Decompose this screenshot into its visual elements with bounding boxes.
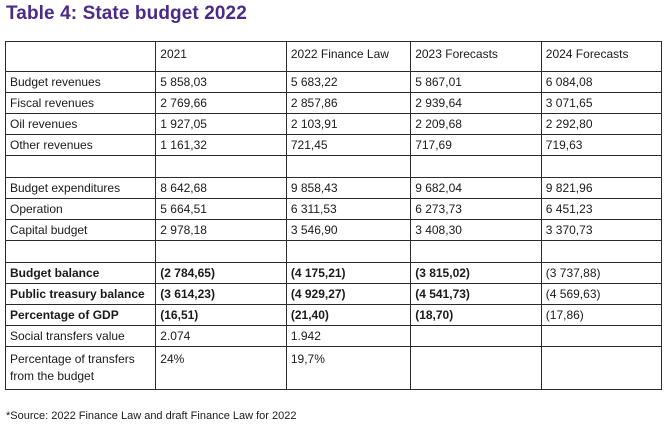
- cell-2022: (21,40): [286, 305, 410, 326]
- row-label: Public treasury balance: [6, 284, 156, 305]
- table-row: [6, 72, 662, 93]
- cell-2024: 6 451,23: [541, 199, 661, 220]
- cell-2024: 2 292,80: [541, 114, 661, 135]
- cell-2022: 2 857,86: [286, 93, 410, 114]
- header-cell-2022: 2022 Finance Law: [286, 42, 410, 72]
- cell-2023: 5 867,01: [411, 72, 542, 93]
- cell-2024: (17,86): [541, 305, 661, 326]
- cell-2022: (4 175,21): [286, 263, 410, 284]
- cell-2023: 9 682,04: [411, 178, 542, 199]
- table-row: [6, 220, 662, 241]
- cell-2022: 1.942: [286, 326, 410, 347]
- cell-2024: (4 569,63): [541, 284, 661, 305]
- header-cell-2021: 2021: [156, 42, 287, 72]
- cell-2021: 2 978,18: [156, 220, 287, 241]
- cell-2024: [541, 326, 661, 347]
- cell-2024: 9 821,96: [541, 178, 661, 199]
- cell-2023: (18,70): [411, 305, 542, 326]
- cell-2023: [411, 326, 542, 347]
- table-row: [6, 284, 662, 305]
- cell-2021: (2 784,65): [156, 263, 287, 284]
- row-label: Fiscal revenues: [6, 93, 156, 114]
- cell-2021: 1 927,05: [156, 114, 287, 135]
- cell-2023: 3 408,30: [411, 220, 542, 241]
- row-label: Operation: [6, 199, 156, 220]
- table-row: [6, 347, 662, 390]
- cell-2023: 2 209,68: [411, 114, 542, 135]
- cell-2022: 2 103,91: [286, 114, 410, 135]
- cell-2021: (3 614,23): [156, 284, 287, 305]
- cell-2024: [541, 347, 661, 390]
- row-label: Oil revenues: [6, 114, 156, 135]
- cell-2022: 5 683,22: [286, 72, 410, 93]
- row-label: Percentage of GDP: [6, 305, 156, 326]
- table-row: [6, 114, 662, 135]
- table-row: [6, 135, 662, 156]
- row-label: Capital budget: [6, 220, 156, 241]
- table-row: [6, 178, 662, 199]
- page-title: Table 4: State budget 2022: [6, 3, 247, 24]
- table-row: [6, 93, 662, 114]
- row-label: Other revenues: [6, 135, 156, 156]
- cell-2021: 5 664,51: [156, 199, 287, 220]
- separator-row: [6, 156, 662, 178]
- cell-2023: 717,69: [411, 135, 542, 156]
- state-budget-table: [5, 41, 662, 390]
- header-cell-2024: 2024 Forecasts: [541, 42, 661, 72]
- row-label: Social transfers value: [6, 326, 156, 347]
- cell-2024: (3 737,88): [541, 263, 661, 284]
- cell-2024: 6 084,08: [541, 72, 661, 93]
- row-label: Percentage of transfers from the budget: [6, 347, 156, 390]
- cell-2024: 719,63: [541, 135, 661, 156]
- cell-2022: 3 546,90: [286, 220, 410, 241]
- cell-2021: 2.074: [156, 326, 287, 347]
- cell-2022: 9 858,43: [286, 178, 410, 199]
- cell-2023: 6 273,73: [411, 199, 542, 220]
- cell-2023: 2 939,64: [411, 93, 542, 114]
- table-row: [6, 305, 662, 326]
- source-footnote: *Source: 2022 Finance Law and draft Finance Law for 2022: [6, 410, 297, 422]
- header-row: [6, 42, 662, 72]
- header-cell-empty: [6, 42, 156, 72]
- cell-2023: (4 541,73): [411, 284, 542, 305]
- cell-2023: (3 815,02): [411, 263, 542, 284]
- cell-2021: 2 769,66: [156, 93, 287, 114]
- cell-2021: 8 642,68: [156, 178, 287, 199]
- row-label: Budget revenues: [6, 72, 156, 93]
- cell-2022: (4 929,27): [286, 284, 410, 305]
- cell-2022: 19,7%: [286, 347, 410, 390]
- row-label: Budget balance: [6, 263, 156, 284]
- header-cell-2023: 2023 Forecasts: [411, 42, 542, 72]
- cell-2022: 721,45: [286, 135, 410, 156]
- cell-2024: 3 071,65: [541, 93, 661, 114]
- separator-row: [6, 241, 662, 263]
- cell-2022: 6 311,53: [286, 199, 410, 220]
- cell-2024: 3 370,73: [541, 220, 661, 241]
- table-row: [6, 326, 662, 347]
- table-row: [6, 263, 662, 284]
- cell-2021: (16,51): [156, 305, 287, 326]
- cell-2021: 24%: [156, 347, 287, 390]
- table-row: [6, 199, 662, 220]
- cell-2021: 5 858,03: [156, 72, 287, 93]
- cell-2021: 1 161,32: [156, 135, 287, 156]
- row-label: Budget expenditures: [6, 178, 156, 199]
- cell-2023: [411, 347, 542, 390]
